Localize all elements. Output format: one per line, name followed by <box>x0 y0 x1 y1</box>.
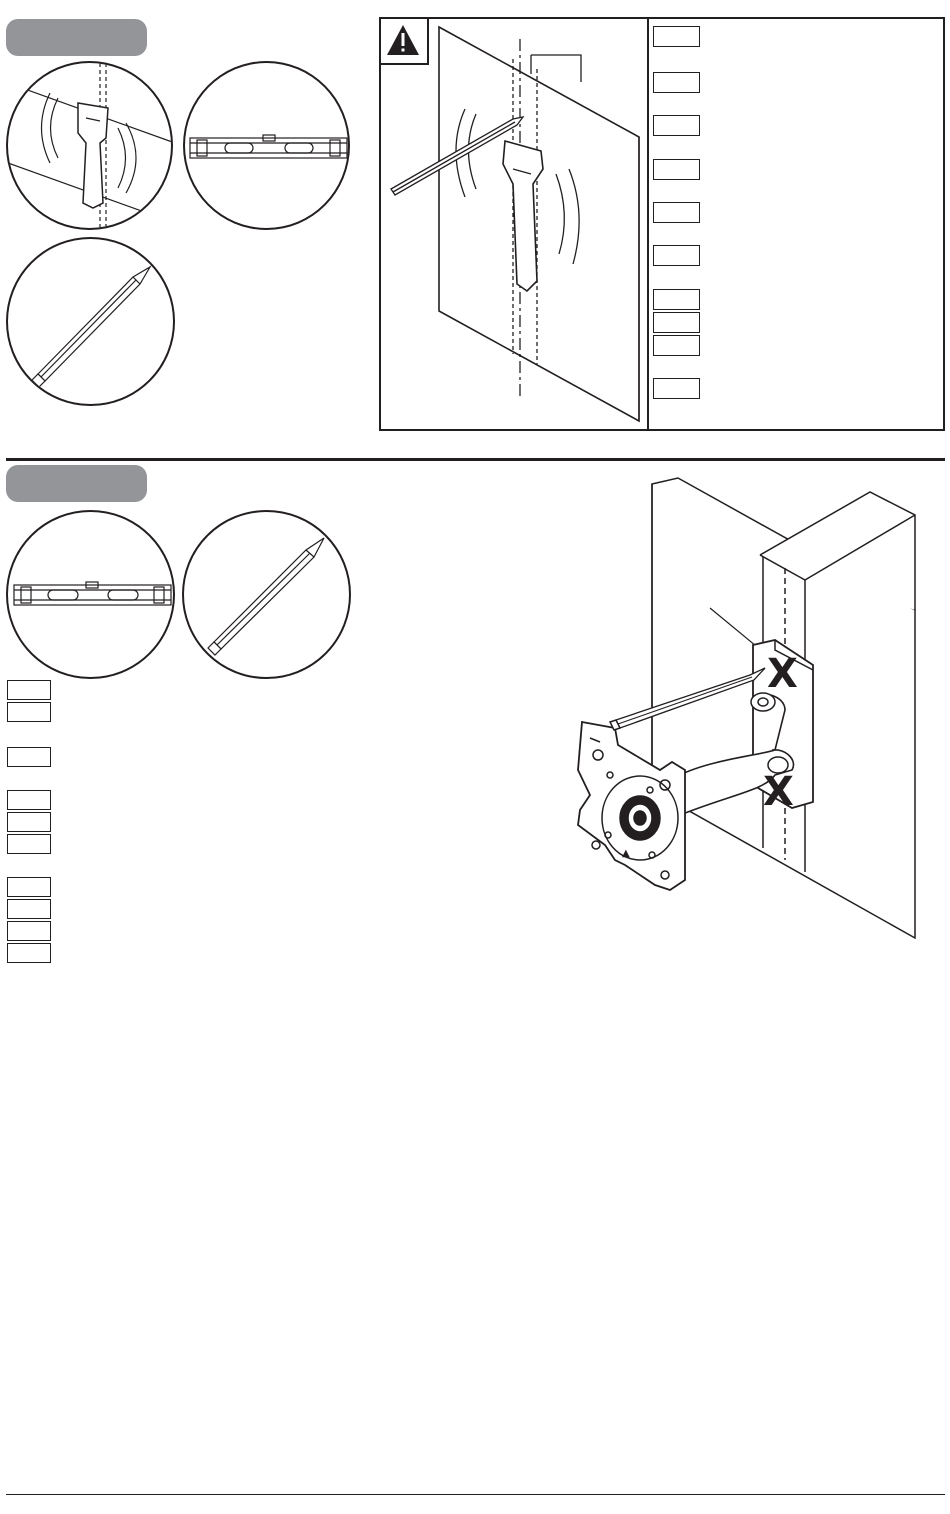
section-divider <box>6 458 945 461</box>
step-2-label-box <box>7 834 51 854</box>
step-2-label-box <box>7 877 51 897</box>
step-1-label-box <box>653 378 700 399</box>
stud-finder-circle <box>6 61 173 230</box>
step-1-label-box <box>653 289 700 310</box>
step-1-label-box <box>653 335 700 356</box>
level-icon <box>185 63 350 230</box>
step-2-label-box <box>7 812 51 832</box>
level-icon <box>8 512 175 679</box>
pencil-icon <box>184 512 351 679</box>
footer-rule <box>6 1494 945 1495</box>
step-1-tag <box>6 19 147 56</box>
step-2-label-box <box>7 747 51 767</box>
drill-mark-top: X <box>767 651 798 697</box>
drill-mark-bottom: X <box>763 769 794 815</box>
pencil-circle <box>6 237 175 406</box>
step-1-label-box <box>653 202 700 223</box>
step-1-label-box <box>653 72 700 93</box>
level-circle <box>6 510 175 679</box>
step-2-label-box <box>7 921 51 941</box>
step-2-label-box <box>7 943 51 963</box>
step-1-label-box <box>653 115 700 136</box>
step-2-tag <box>6 465 147 502</box>
step-1-label-box <box>653 245 700 266</box>
step-2-label-box <box>7 899 51 919</box>
step-2-label-box <box>7 702 51 722</box>
step-1-label-box <box>653 26 700 47</box>
step-1-label-box <box>653 159 700 180</box>
step-2-label-box <box>7 790 51 810</box>
diagram-divider <box>647 19 649 429</box>
stud-finder-icon <box>8 63 173 230</box>
svg-text:▲: ▲ <box>622 848 630 859</box>
step-2-label-box <box>7 680 51 700</box>
stud-finder-wall-illustration <box>381 19 647 429</box>
wall-mount-illustration <box>560 470 950 945</box>
pencil-circle <box>182 510 351 679</box>
level-circle <box>183 61 350 230</box>
step-1-label-box <box>653 312 700 333</box>
pencil-icon <box>8 239 175 406</box>
